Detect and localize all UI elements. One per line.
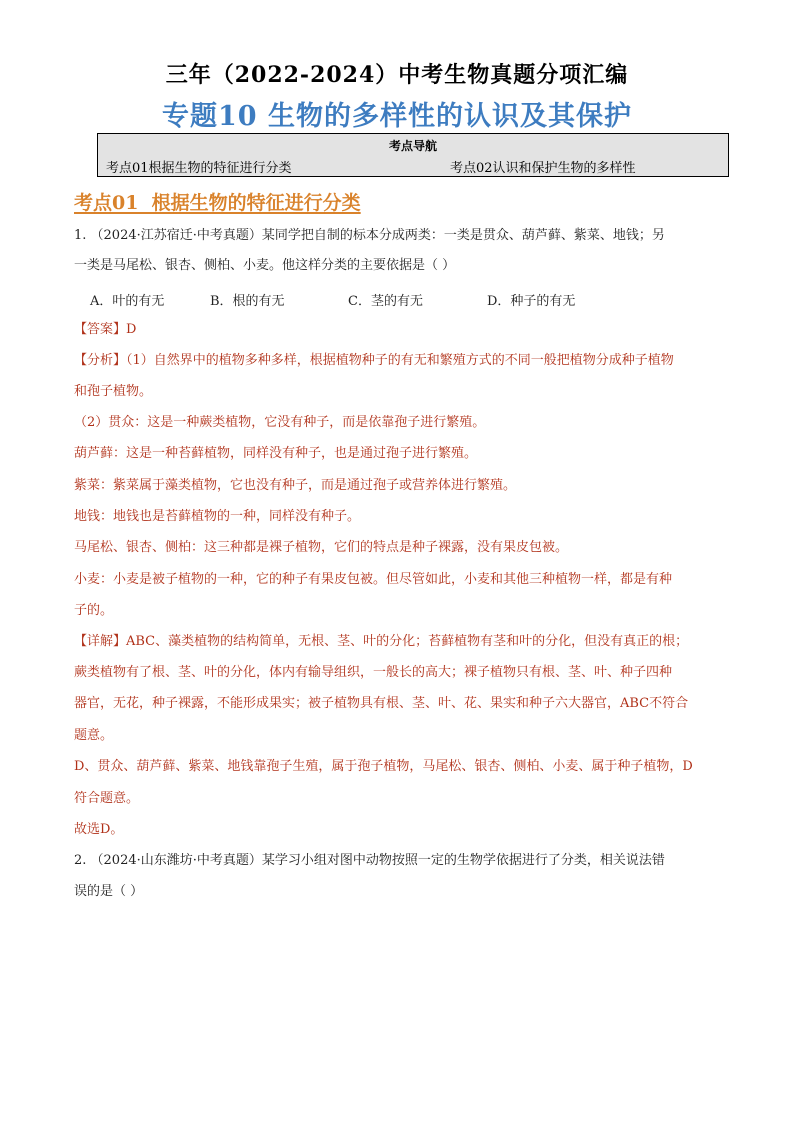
analysis-line: 和孢子植物。 bbox=[74, 384, 153, 399]
analysis-line: 子的。 bbox=[74, 603, 114, 618]
nav-item-topic-01: 考点01根据生物的特征进行分类 bbox=[106, 161, 292, 176]
detail-line: 符合题意。 bbox=[74, 791, 140, 806]
question-1-option-b: B．根的有无 bbox=[210, 294, 285, 309]
topic-subtitle: 专题10 生物的多样性的认识及其保护 bbox=[162, 101, 632, 132]
detail-line: 蕨类植物有了根、茎、叶的分化，体内有输导组织，一般长的高大；裸子植物只有根、茎、叶、种子四种 bbox=[74, 665, 673, 680]
question-1-stem-line-1: 1. （2024·江苏宿迁·中考真题）某同学把自制的标本分成两类：一类是贯众、葫芦藓、紫菜、地钱；另 bbox=[74, 228, 665, 243]
detail-line: 题意。 bbox=[74, 728, 114, 743]
section-heading: 考点01 根据生物的特征进行分类 bbox=[74, 192, 361, 214]
question-1-stem-line-2: 一类是马尾松、银杏、侧柏、小麦。他这样分类的主要依据是（ ） bbox=[74, 258, 456, 273]
question-1-answer: 【答案】D bbox=[74, 322, 137, 337]
question-1-option-d: D．种子的有无 bbox=[487, 294, 576, 309]
detail-line: 【详解】ABC、藻类植物的结构简单，无根、茎、叶的分化；苔藓植物有茎和叶的分化，但没有真正的根； bbox=[74, 634, 689, 649]
page-title: 三年（2022-2024）中考生物真题分项汇编 bbox=[165, 62, 629, 88]
question-2-stem-line-2: 误的是（ ） bbox=[74, 884, 144, 899]
nav-item-topic-02: 考点02认识和保护生物的多样性 bbox=[450, 161, 636, 176]
analysis-line: 马尾松、银杏、侧柏：这三种都是裸子植物，它们的特点是种子裸露，没有果皮包被。 bbox=[74, 540, 569, 555]
analysis-line: （2）贯众：这是一种蕨类植物，它没有种子，而是依靠孢子进行繁殖。 bbox=[74, 415, 486, 430]
navigation-title: 考点导航 bbox=[388, 139, 437, 153]
question-1-option-a: A．叶的有无 bbox=[90, 294, 165, 309]
analysis-line: 地钱：地钱也是苔藓植物的一种，同样没有种子。 bbox=[74, 509, 361, 524]
analysis-line: 【分析】（1）自然界中的植物多种多样，根据植物种子的有无和繁殖方式的不同一般把植物分成种子植物 bbox=[74, 353, 674, 368]
analysis-line: 小麦：小麦是被子植物的一种，它的种子有果皮包被。但尽管如此，小麦和其他三种植物一样，都是有种 bbox=[74, 572, 673, 587]
question-2-stem-line-1: 2. （2024·山东潍坊·中考真题）某学习小组对图中动物按照一定的生物学依据进行了分类，相关说法错 bbox=[74, 853, 665, 868]
topic-navigation-box bbox=[97, 133, 729, 177]
analysis-line: 葫芦藓：这是一种苔藓植物，同样没有种子，也是通过孢子进行繁殖。 bbox=[74, 446, 478, 461]
detail-line: 器官，无花，种子裸露，不能形成果实；被子植物具有根、茎、叶、花、果实和种子六大器官，ABC不符合 bbox=[74, 696, 689, 711]
question-1-option-c: C．茎的有无 bbox=[348, 294, 423, 309]
analysis-line: 紫菜：紫菜属于藻类植物，它也没有种子，而是通过孢子或营养体进行繁殖。 bbox=[74, 478, 517, 493]
detail-line: 故选D。 bbox=[74, 822, 124, 837]
detail-line: D、贯众、葫芦藓、紫菜、地钱靠孢子生殖，属于孢子植物，马尾松、银杏、侧柏、小麦、属于种子植物，D bbox=[74, 759, 693, 774]
